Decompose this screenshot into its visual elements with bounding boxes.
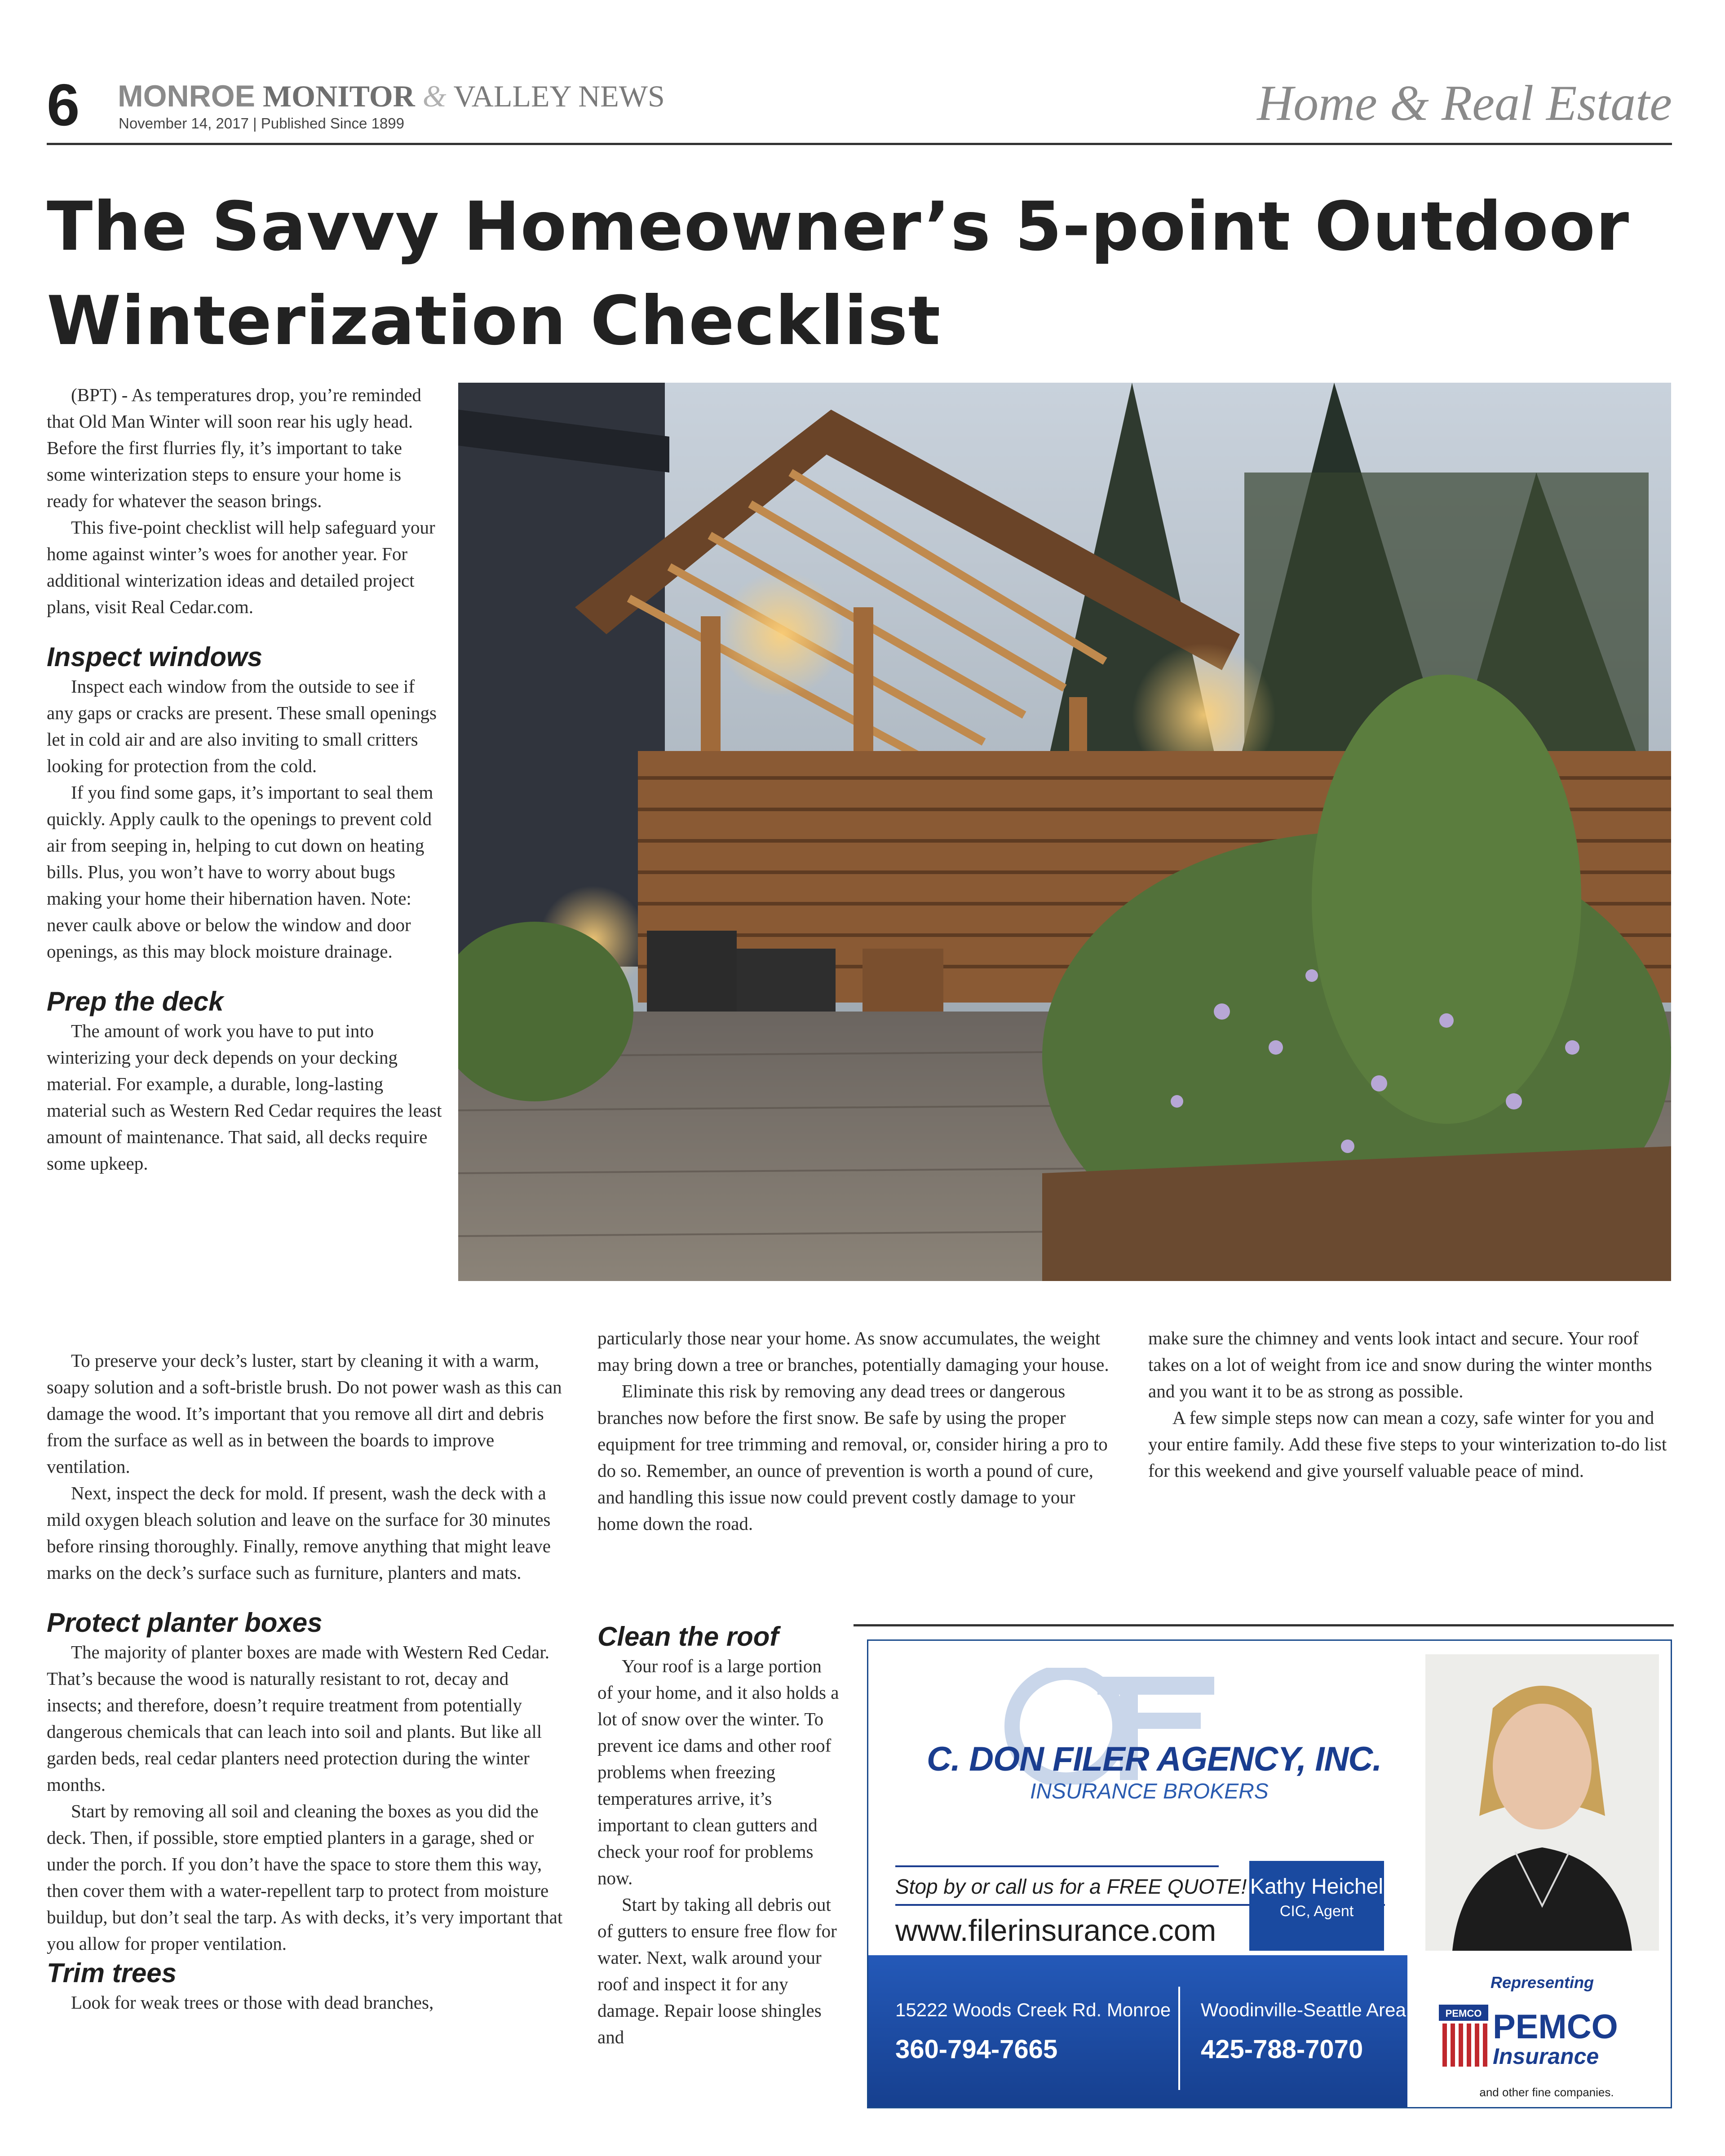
masthead-monitor: MONITOR — [263, 79, 415, 113]
windows-paragraph-2: If you find some gaps, it’s important to seal them quickly. Apply caulk to the openings to prevent cold air from seeping in, helping to cut down on heating bills. Plus, you won’t have to worry about bugs making your home their hibernation haven. Note: never caulk above or below the window and door openings, as this may block moisture drainage. — [47, 782, 433, 962]
office-address: 15222 Woods Creek Rd. Monroe — [895, 1999, 1171, 2020]
column-1 — [47, 382, 442, 1177]
pemco-brand-sub: Insurance — [1493, 2044, 1599, 2069]
deck-paragraph-3: Next, inspect the deck for mold. If present, wash the deck with a mild oxygen bleach solution and leave on the surface for 30 minutes before rinsing thoroughly. Finally, remove anything that might leave marks on the deck’s surface such as furniture, planters and mats. — [47, 1483, 551, 1583]
agent-box — [1249, 1861, 1384, 1951]
windows-paragraph-1: Inspect each window from the outside to see if any gaps or cracks are present. These small openings let in cold air and are also inviting to small critters looking for protection from the cold. — [47, 676, 437, 776]
trees-paragraph-2: particularly those near your home. As snow accumulates, the weight may bring down a tree or branches, potentially damaging your house. — [597, 1328, 1109, 1375]
contact-bar — [868, 1955, 1407, 2108]
conclusion-paragraph: A few simple steps now can mean a cozy, safe winter for you and your entire family. Add these five steps to your winterization to-do list for this weekend and give yourself valuable peace of mind. — [1148, 1407, 1667, 1481]
deck-paragraph-2: To preserve your deck’s luster, start by cleaning it with a warm, soapy solution and a soft-bristle brush. Do not power wash as this can damage the wood. It’s important that you remove all dirt and debris from the surface as well as in between the boards to improve ventilation. — [47, 1350, 562, 1477]
page-number: 6 — [47, 72, 80, 138]
section-name: Home & Real Estate — [1257, 75, 1672, 131]
agent-title: CIC, Agent — [1279, 1903, 1354, 1920]
column-3 — [1148, 1325, 1669, 1484]
pergola-patio-photo — [458, 383, 1671, 1281]
office-phone-woodinville[interactable]: 425-788-7070 — [1201, 2035, 1363, 2064]
free-quote-text: Stop by or call us for a FREE QUOTE! — [895, 1875, 1247, 1898]
agency-website-link[interactable]: www.filerinsurance.com — [895, 1913, 1216, 1948]
contact-divider — [1178, 1987, 1180, 2090]
masthead-ampersand: & — [422, 79, 447, 113]
article-title: The Savvy Homeowner’s 5-point Outdoor Winterization Checklist — [47, 188, 1630, 360]
masthead-monroe: MONROE — [118, 79, 255, 113]
representing-block — [1425, 1973, 1659, 2099]
column-2 — [597, 1325, 1114, 1537]
roof-paragraph-3: make sure the chimney and vents look intact and secure. Your roof takes on a lot of weight from ice and snow during the winter months and you want it to be as strong as possible. — [1148, 1328, 1652, 1401]
service-area: Woodinville-Seattle Area — [1201, 1999, 1406, 2020]
dateline: November 14, 2017 | Published Since 1899 — [119, 115, 404, 132]
header-rule — [47, 143, 1672, 145]
deck-paragraph-1: The amount of work you have to put into winterizing your deck depends on your decking material. For example, a durable, long-lasting material such as Western Red Cedar requires the least amount of maintenance. That said, all decks require some upkeep. — [47, 1021, 442, 1174]
office-phone-monroe[interactable]: 360-794-7665 — [895, 2035, 1058, 2064]
heading-prep-the-deck: Prep the deck — [47, 986, 224, 1016]
insurance-ad — [867, 1639, 1672, 2108]
roof-paragraph-2: Start by taking all debris out of gutters to ensure free flow for water. Next, walk around your roof and inspect it for any damage. Repair loose shingles and — [597, 1894, 837, 2047]
pemco-flag-text: PEMCO — [1445, 2008, 1482, 2019]
pemco-brand: PEMCO — [1493, 2008, 1618, 2046]
pemco-flag-icon — [1439, 2005, 1488, 2068]
masthead-valley-news: VALLEY NEWS — [453, 79, 665, 113]
trees-paragraph-3: Eliminate this risk by removing any dead trees or dangerous branches now before the first snow. Be safe by using the proper equipment for tree trimming and removal, or, consider hiring a pro to do so. Remember, an ounce of prevention is worth a pound of cure, and handling this issue now could prevent costly damage to your home down the road. — [597, 1381, 1108, 1534]
intro-paragraph-2: This five-point checklist will help safeguard your home against winter’s woes for another year. For additional winterization ideas and detailed project plans, visit Real Cedar.com. — [47, 517, 435, 617]
column-2-roof — [597, 1621, 840, 2050]
other-companies-note: and other fine companies. — [1479, 2085, 1614, 2099]
heading-trim-trees: Trim trees — [47, 1958, 177, 1988]
planter-paragraph-2: Start by removing all soil and cleaning the boxes as you did the deck. Then, if possible, store emptied planters in a garage, shed or under the porch. If you don’t have the space to store them this way, then cover them with a water-repellent tarp to protect from moisture buildup, but don’t seal the tarp. As with decks, it’s very important that you allow for proper ventilation. — [47, 1801, 563, 1954]
column-1-lower — [47, 1348, 563, 2016]
roof-paragraph-1: Your roof is a large portion of your home, and it also holds a lot of snow over the winter. To prevent ice dams and other roof problems when freezing temperatures arrive, it’s important to clean gutters and check your roof for problems now. — [597, 1656, 839, 1888]
agent-portrait — [1425, 1654, 1659, 1951]
ad-rule — [854, 1624, 1674, 1626]
intro-paragraph-1: (BPT) - As temperatures drop, you’re reminded that Old Man Winter will soon rear his ugly head. Before the first flurries fly, it’s important to take some winterization steps to ensure your home is ready for whatever the season brings. — [47, 384, 421, 511]
agent-name: Kathy Heichel — [1250, 1875, 1384, 1899]
representing-label: Representing — [1490, 1973, 1594, 1992]
heading-clean-the-roof: Clean the roof — [597, 1621, 779, 1652]
planter-paragraph-1: The majority of planter boxes are made with Western Red Cedar. That’s because the wood is naturally resistant to rot, decay and insects; and therefore, doesn’t require treatment from potentially dangerous chemicals that can leach into soil and plants. But like all garden beds, real cedar planters need protection during the winter months. — [47, 1642, 550, 1795]
quote-rule-top — [895, 1865, 1219, 1867]
heading-inspect-windows: Inspect windows — [47, 642, 263, 672]
heading-protect-planter-boxes: Protect planter boxes — [47, 1608, 323, 1638]
trees-paragraph-1: Look for weak trees or those with dead branches, — [71, 1992, 434, 2013]
agency-name: C. DON FILER AGENCY, INC. — [927, 1740, 1382, 1778]
masthead — [118, 81, 665, 111]
agency-subtitle: INSURANCE BROKERS — [1030, 1780, 1269, 1803]
